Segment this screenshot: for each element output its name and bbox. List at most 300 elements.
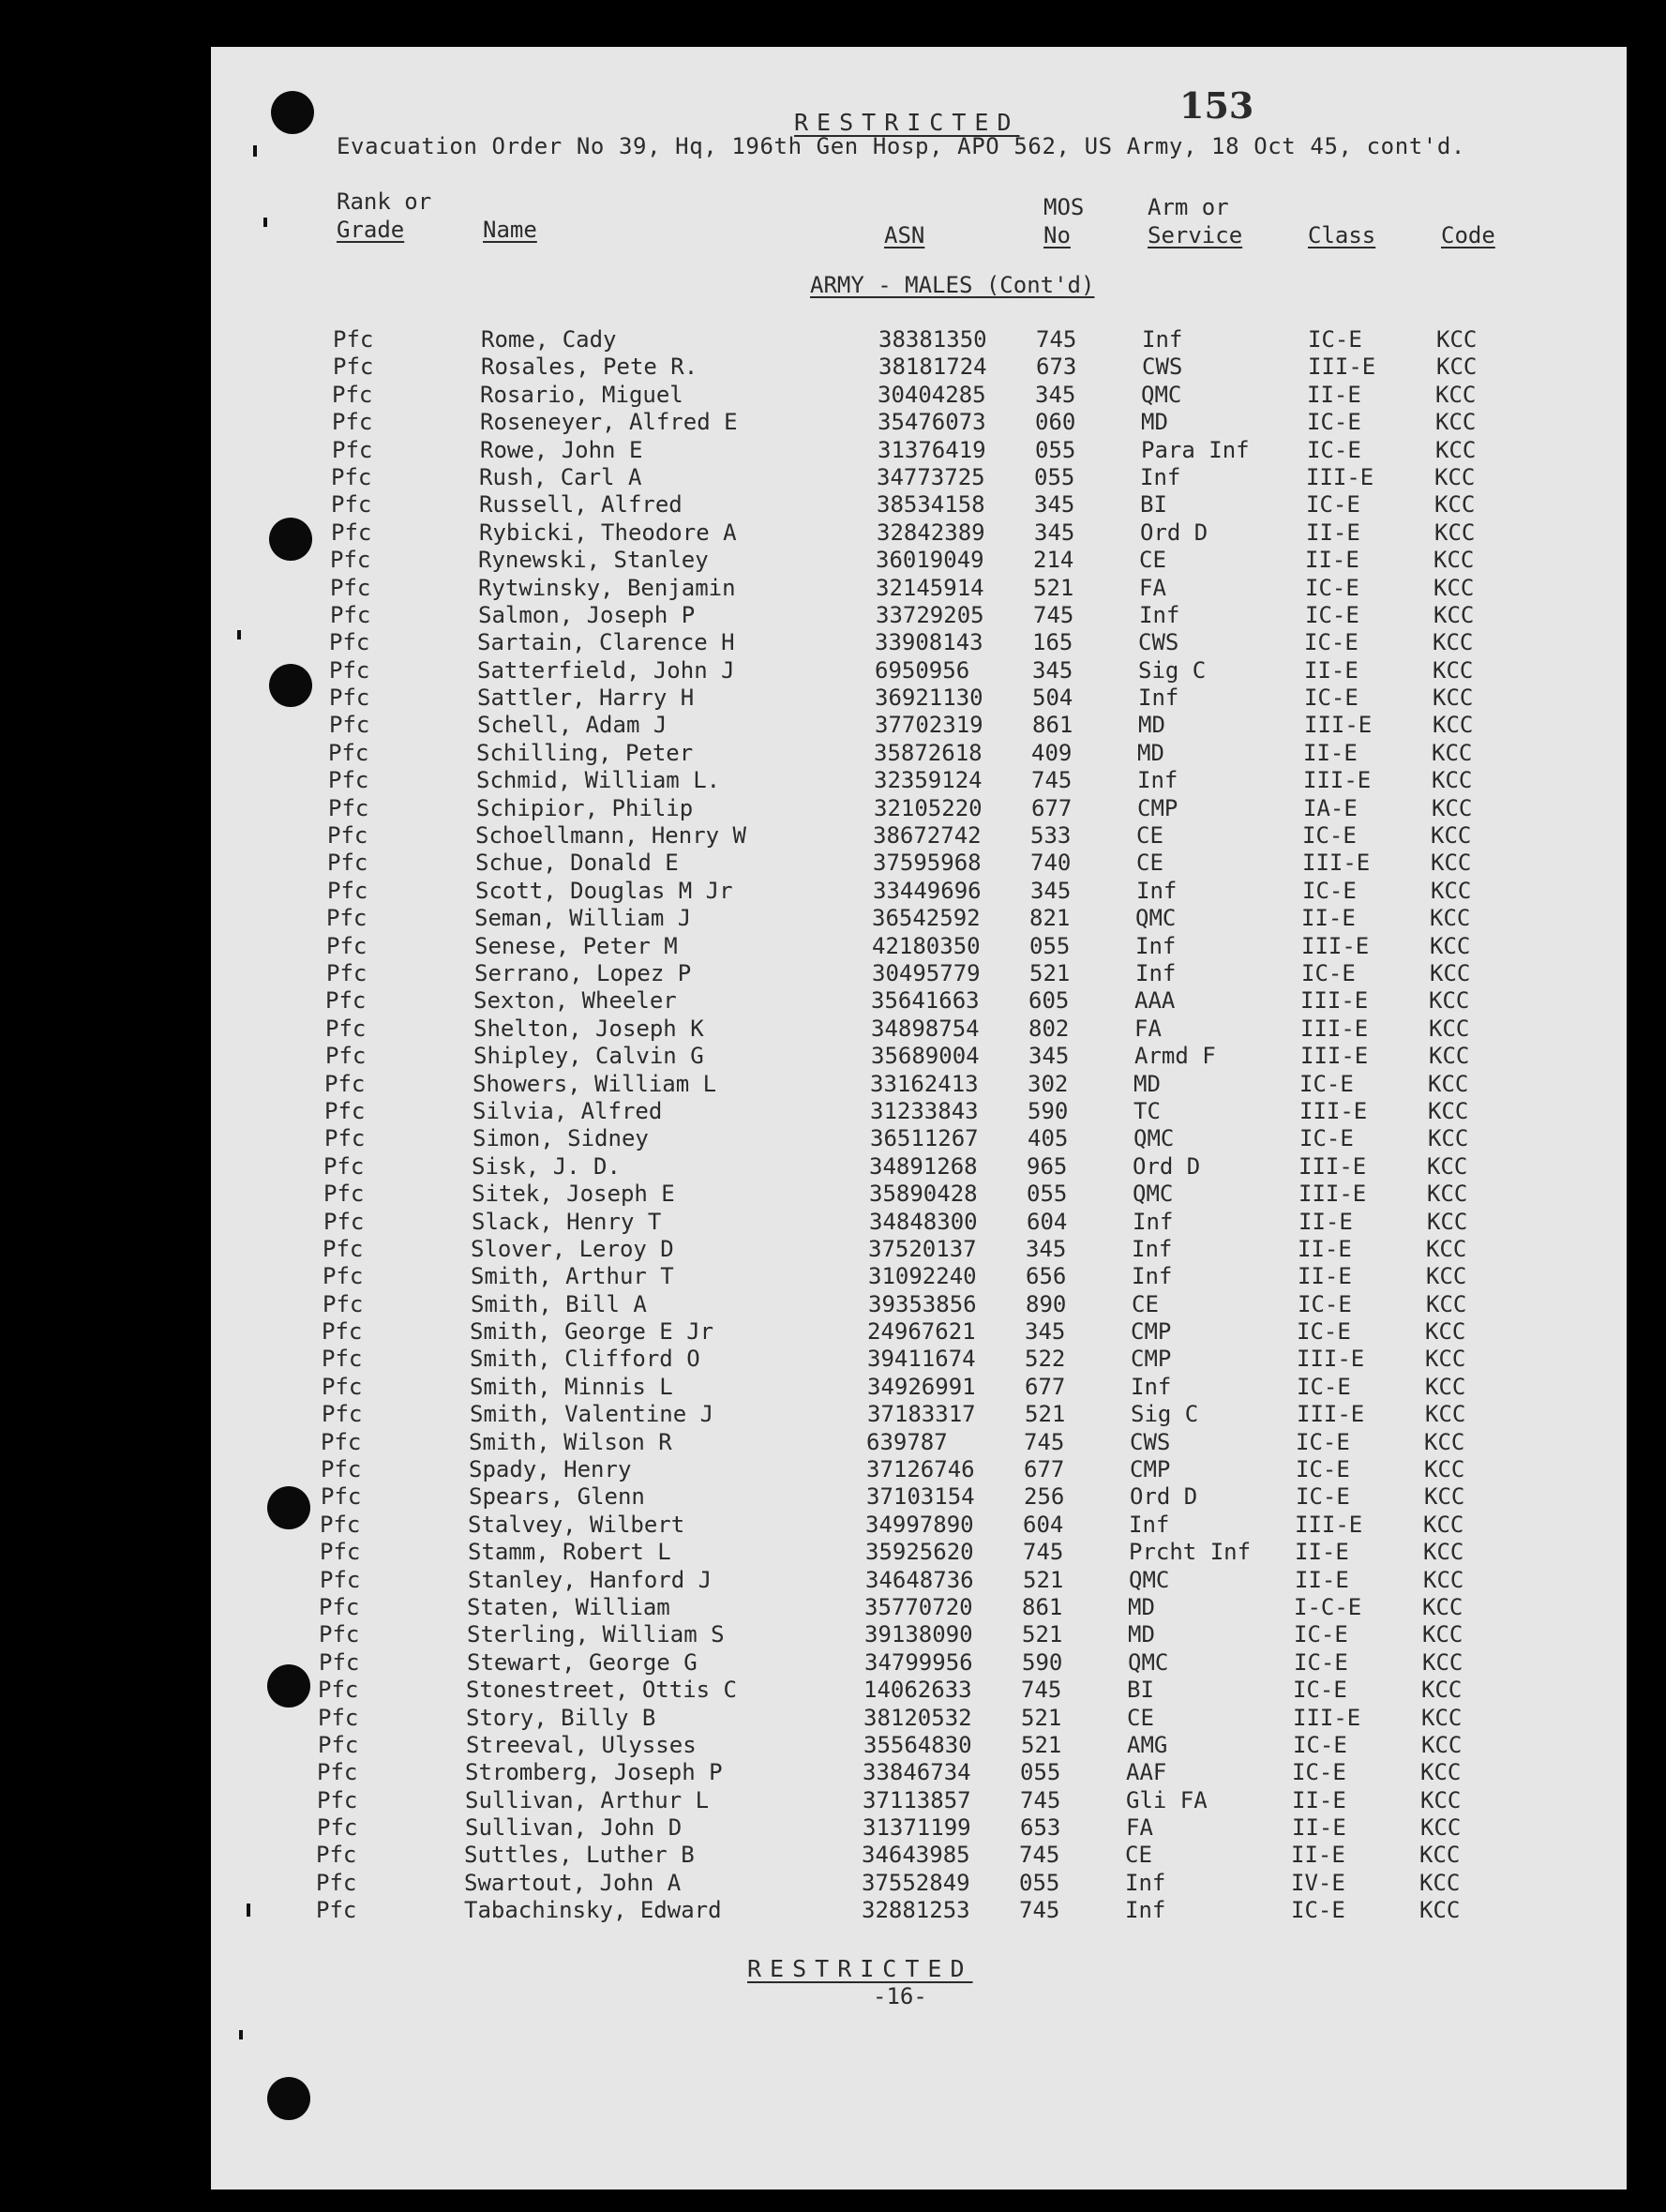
class-cell: IC-E — [1296, 1483, 1350, 1511]
class-cell: II-E — [1292, 1814, 1346, 1842]
class-cell: IC-E — [1297, 1318, 1351, 1346]
name-cell: Suttles, Luther B — [464, 1842, 695, 1869]
asn-cell: 34898754 — [871, 1015, 980, 1042]
class-cell: IC-E — [1299, 1125, 1354, 1152]
table-row — [211, 1346, 1627, 1373]
mos-cell: 060 — [1035, 409, 1076, 436]
code-cell: KCC — [1434, 463, 1476, 490]
mos-cell: 521 — [1022, 1621, 1063, 1648]
asn-cell: 33846734 — [863, 1759, 971, 1786]
name-cell: Scott, Douglas M Jr — [475, 877, 733, 904]
class-cell: IA-E — [1303, 794, 1358, 821]
name-cell: Rybicki, Theodore A — [479, 519, 737, 546]
asn-cell: 37113857 — [863, 1786, 971, 1813]
code-cell: KCC — [1428, 1070, 1469, 1097]
table-row — [211, 1263, 1627, 1290]
table-row — [211, 1483, 1627, 1511]
rank-cell: Pfc — [323, 1208, 365, 1235]
class-cell: III-E — [1308, 354, 1376, 381]
arm-service-cell: CE — [1136, 822, 1163, 850]
arm-service-cell: MD — [1128, 1593, 1155, 1620]
table-row — [211, 1732, 1627, 1759]
code-cell: KCC — [1430, 932, 1471, 959]
table-row — [211, 1649, 1627, 1677]
asn-cell: 35890428 — [869, 1181, 978, 1208]
asn-cell: 34773725 — [877, 463, 985, 490]
class-cell: IC-E — [1293, 1677, 1347, 1704]
arm-service-cell: CWS — [1138, 629, 1179, 656]
margin-mark — [253, 145, 257, 157]
asn-cell: 34648736 — [865, 1566, 974, 1593]
arm-service-cell: MD — [1128, 1621, 1155, 1648]
arm-service-cell: MD — [1137, 739, 1164, 766]
class-cell: IC-E — [1302, 877, 1357, 904]
code-cell: KCC — [1423, 1511, 1464, 1538]
footer-page-marker: -16- — [873, 1983, 927, 2009]
code-cell: KCC — [1429, 987, 1470, 1015]
arm-service-cell: Inf — [1137, 767, 1178, 794]
name-cell: Spears, Glenn — [469, 1483, 645, 1511]
rank-cell: Pfc — [331, 519, 372, 546]
name-cell: Smith, Valentine J — [470, 1401, 714, 1428]
table-row — [211, 1870, 1627, 1897]
table-row — [211, 850, 1627, 877]
class-cell: III-E — [1298, 1152, 1367, 1180]
class-cell: IC-E — [1297, 1373, 1351, 1400]
name-cell: Sisk, J. D. — [472, 1152, 621, 1180]
class-cell: II-E — [1301, 905, 1356, 932]
name-cell: Smith, Arthur T — [471, 1263, 674, 1290]
table-row — [211, 1787, 1627, 1814]
punch-hole — [267, 2077, 310, 2120]
name-cell: Roseneyer, Alfred E — [480, 409, 738, 436]
column-header-name: Name — [483, 217, 537, 243]
name-cell: Tabachinsky, Edward — [464, 1897, 722, 1924]
name-cell: Seman, William J — [474, 905, 692, 932]
class-cell: II-E — [1306, 519, 1360, 546]
code-cell: KCC — [1432, 794, 1473, 821]
table-row — [211, 1512, 1627, 1539]
code-cell: KCC — [1432, 767, 1473, 794]
name-cell: Rytwinsky, Benjamin — [478, 574, 736, 601]
asn-cell: 35564830 — [863, 1731, 972, 1758]
name-cell: Senese, Peter M — [474, 932, 678, 959]
class-cell: IC-E — [1293, 1731, 1347, 1758]
mos-cell: 656 — [1026, 1263, 1067, 1290]
code-cell: KCC — [1435, 436, 1477, 463]
table-row — [211, 354, 1627, 381]
code-cell: KCC — [1425, 1346, 1466, 1373]
punch-hole — [271, 91, 314, 134]
class-cell: III-E — [1299, 1097, 1368, 1124]
name-cell: Sullivan, Arthur L — [465, 1786, 710, 1813]
name-cell: Sartain, Clarence H — [477, 629, 735, 656]
column-header-code: Code — [1441, 222, 1495, 248]
class-cell: IC-E — [1299, 1070, 1354, 1097]
name-cell: Stewart, George G — [467, 1648, 698, 1676]
asn-cell: 37595968 — [873, 850, 982, 877]
rank-cell: Pfc — [324, 1097, 366, 1124]
class-cell: IC-E — [1302, 822, 1357, 850]
rank-cell: Pfc — [317, 1759, 358, 1786]
rank-cell: Pfc — [330, 574, 371, 601]
code-cell: KCC — [1430, 905, 1471, 932]
table-row — [211, 629, 1627, 656]
rank-cell: Pfc — [316, 1842, 357, 1869]
arm-service-cell: BI — [1140, 491, 1167, 519]
asn-cell: 36921130 — [875, 685, 983, 712]
code-cell: KCC — [1429, 1043, 1470, 1070]
name-cell: Rowe, John E — [480, 436, 643, 463]
arm-service-cell: Inf — [1135, 932, 1177, 959]
code-cell: KCC — [1419, 1842, 1461, 1869]
arm-service-cell: Inf — [1125, 1897, 1166, 1924]
arm-service-cell: Inf — [1139, 601, 1180, 628]
rank-cell: Pfc — [333, 326, 374, 353]
arm-service-cell: CMP — [1131, 1318, 1172, 1346]
code-cell: KCC — [1420, 1786, 1462, 1813]
class-cell: III-E — [1298, 1181, 1367, 1208]
rank-cell: Pfc — [320, 1511, 361, 1538]
mos-cell: 055 — [1020, 1759, 1061, 1786]
mos-cell: 802 — [1028, 1015, 1070, 1042]
code-cell: KCC — [1433, 601, 1475, 628]
rank-cell: Pfc — [332, 409, 373, 436]
class-cell: IC-E — [1292, 1759, 1346, 1786]
section-title: ARMY - MALES (Cont'd) — [810, 272, 1095, 298]
mos-cell: 745 — [1019, 1842, 1060, 1869]
code-cell: KCC — [1433, 547, 1475, 574]
name-cell: Showers, William L — [473, 1070, 717, 1097]
arm-service-cell: CE — [1136, 850, 1163, 877]
asn-cell: 34997890 — [865, 1511, 974, 1538]
code-cell: KCC — [1422, 1621, 1463, 1648]
document-page — [211, 47, 1627, 2189]
asn-cell: 39411674 — [867, 1346, 976, 1373]
rank-cell: Pfc — [323, 1290, 364, 1317]
code-cell: KCC — [1424, 1456, 1465, 1483]
asn-cell: 14062633 — [863, 1677, 972, 1704]
name-cell: Shipley, Calvin G — [473, 1043, 704, 1070]
table-row — [211, 1897, 1627, 1924]
asn-cell: 33162413 — [870, 1070, 979, 1097]
asn-cell: 36511267 — [870, 1125, 979, 1152]
name-cell: Rush, Carl A — [479, 463, 642, 490]
asn-cell: 33908143 — [875, 629, 983, 656]
asn-cell: 38181724 — [878, 354, 987, 381]
code-cell: KCC — [1432, 739, 1473, 766]
arm-service-cell: QMC — [1141, 381, 1182, 408]
asn-cell: 42180350 — [872, 932, 981, 959]
code-cell: KCC — [1425, 1401, 1466, 1428]
mos-cell: 055 — [1019, 1869, 1060, 1896]
arm-service-cell: CE — [1132, 1290, 1159, 1317]
arm-service-cell: Ord D — [1130, 1483, 1198, 1511]
mos-cell: 504 — [1032, 685, 1073, 712]
arm-service-cell: MD — [1133, 1070, 1161, 1097]
code-cell: KCC — [1430, 959, 1471, 986]
asn-cell: 35476073 — [878, 409, 986, 436]
table-row — [211, 1677, 1627, 1704]
column-header-asn: ASN — [884, 222, 925, 248]
mos-cell: 214 — [1033, 547, 1074, 574]
name-cell: Stalvey, Wilbert — [468, 1511, 685, 1538]
arm-service-cell: Sig C — [1131, 1401, 1199, 1428]
table-row — [211, 1842, 1627, 1869]
rank-cell: Pfc — [316, 1869, 357, 1896]
rank-cell: Pfc — [321, 1456, 362, 1483]
rank-cell: Pfc — [319, 1648, 360, 1676]
column-header-rank: Rank or Grade — [337, 188, 432, 243]
name-cell: Silvia, Alfred — [473, 1097, 663, 1124]
table-row — [211, 1016, 1627, 1043]
table-row — [211, 1814, 1627, 1842]
mos-cell: 521 — [1023, 1566, 1064, 1593]
table-row — [211, 1153, 1627, 1181]
arm-service-cell: CE — [1125, 1842, 1152, 1869]
name-cell: Sattler, Harry H — [477, 685, 695, 712]
rank-cell: Pfc — [322, 1373, 363, 1400]
name-cell: Serrano, Lopez P — [474, 959, 692, 986]
asn-cell: 37183317 — [867, 1401, 976, 1428]
mos-cell: 745 — [1023, 1539, 1064, 1566]
table-row — [211, 602, 1627, 629]
code-cell: KCC — [1429, 1015, 1470, 1042]
asn-cell: 37126746 — [866, 1456, 975, 1483]
name-cell: Rynewski, Stanley — [478, 547, 709, 574]
table-row — [211, 1621, 1627, 1648]
rank-cell: Pfc — [323, 1152, 365, 1180]
mos-cell: 345 — [1025, 1318, 1066, 1346]
table-row — [211, 1318, 1627, 1346]
name-cell: Streeval, Ulysses — [466, 1731, 697, 1758]
arm-service-cell: AAA — [1134, 987, 1176, 1015]
rank-cell: Pfc — [317, 1786, 358, 1813]
code-cell: KCC — [1431, 877, 1472, 904]
class-cell: III-E — [1303, 767, 1372, 794]
code-cell: KCC — [1433, 629, 1474, 656]
mos-cell: 677 — [1031, 794, 1073, 821]
class-cell: IC-E — [1308, 326, 1362, 353]
class-cell: II-E — [1305, 547, 1359, 574]
table-row — [211, 685, 1627, 712]
name-cell: Schmid, William L. — [476, 767, 721, 794]
code-cell: KCC — [1422, 1648, 1463, 1676]
arm-service-cell: Ord D — [1133, 1152, 1201, 1180]
asn-cell: 32105220 — [874, 794, 983, 821]
asn-cell: 36542592 — [872, 905, 981, 932]
rank-cell: Pfc — [331, 491, 372, 519]
asn-cell: 38120532 — [863, 1704, 972, 1731]
code-cell: KCC — [1423, 1539, 1464, 1566]
code-cell: KCC — [1436, 326, 1478, 353]
mos-cell: 055 — [1027, 1181, 1068, 1208]
table-row — [211, 1071, 1627, 1098]
class-cell: III-E — [1293, 1704, 1361, 1731]
arm-service-cell: Inf — [1129, 1511, 1170, 1538]
name-cell: Rosario, Miguel — [480, 381, 683, 408]
rank-cell: Pfc — [329, 712, 370, 739]
class-cell: I-C-E — [1294, 1593, 1362, 1620]
class-cell: IC-E — [1294, 1621, 1348, 1648]
code-cell: KCC — [1419, 1897, 1461, 1924]
roster-table — [211, 326, 1627, 1925]
code-cell: KCC — [1423, 1566, 1464, 1593]
code-cell: KCC — [1422, 1593, 1463, 1620]
arm-service-cell: FA — [1126, 1814, 1153, 1842]
class-cell: III-E — [1295, 1511, 1363, 1538]
asn-cell: 38381350 — [878, 326, 987, 353]
asn-cell: 24967621 — [867, 1318, 976, 1346]
mos-cell: 740 — [1030, 850, 1072, 877]
mos-cell: 604 — [1027, 1208, 1068, 1235]
asn-cell: 30404285 — [878, 381, 986, 408]
arm-service-cell: Ord D — [1140, 519, 1208, 546]
rank-cell: Pfc — [329, 656, 370, 684]
mos-cell: 605 — [1028, 987, 1070, 1015]
arm-service-cell: Inf — [1135, 959, 1177, 986]
name-cell: Satterfield, John J — [477, 656, 735, 684]
asn-cell: 33729205 — [876, 601, 984, 628]
order-reference: Evacuation Order No 39, Hq, 196th Gen Hosp, APO 562, US Army, 18 Oct 45, cont'd. — [337, 133, 1465, 159]
name-cell: Staten, William — [467, 1593, 670, 1620]
rank-cell: Pfc — [319, 1593, 360, 1620]
name-cell: Story, Billy B — [466, 1704, 656, 1731]
arm-service-cell: QMC — [1128, 1648, 1169, 1676]
arm-service-cell: AMG — [1127, 1731, 1168, 1758]
rank-cell: Pfc — [321, 1483, 362, 1511]
table-row — [211, 657, 1627, 685]
rank-cell: Pfc — [322, 1401, 363, 1428]
classification-footer: RESTRICTED — [747, 1955, 973, 1982]
rank-cell: Pfc — [327, 877, 368, 904]
class-cell: IC-E — [1305, 601, 1359, 628]
asn-cell: 32359124 — [874, 767, 983, 794]
arm-service-cell: Inf — [1131, 1373, 1172, 1400]
rank-cell: Pfc — [327, 850, 368, 877]
name-cell: Russell, Alfred — [479, 491, 683, 519]
arm-service-cell: AAF — [1126, 1759, 1167, 1786]
mos-cell: 256 — [1024, 1483, 1065, 1511]
rank-cell: Pfc — [322, 1318, 363, 1346]
class-cell: II-E — [1298, 1263, 1352, 1290]
rank-cell: Pfc — [329, 685, 370, 712]
class-cell: II-E — [1295, 1539, 1349, 1566]
class-cell: II-E — [1291, 1842, 1345, 1869]
class-cell: IC-E — [1305, 574, 1359, 601]
arm-service-cell: CE — [1139, 547, 1166, 574]
asn-cell: 639787 — [866, 1428, 948, 1455]
name-cell: Slover, Leroy D — [471, 1235, 674, 1262]
name-cell: Smith, George E Jr — [470, 1318, 714, 1346]
arm-service-cell: QMC — [1135, 905, 1177, 932]
mos-cell: 533 — [1030, 822, 1072, 850]
column-header-class: Class — [1308, 222, 1376, 248]
name-cell: Rome, Cady — [481, 326, 617, 353]
asn-cell: 35641663 — [871, 987, 980, 1015]
mos-cell: 677 — [1024, 1456, 1065, 1483]
asn-cell: 37702319 — [875, 712, 983, 739]
rank-cell: Pfc — [322, 1346, 363, 1373]
arm-service-cell: Para Inf — [1141, 436, 1250, 463]
page-number: 153 — [1179, 84, 1254, 127]
classification-header: RESTRICTED — [794, 109, 1020, 136]
rank-cell: Pfc — [323, 1181, 365, 1208]
mos-cell: 590 — [1022, 1648, 1063, 1676]
mos-cell: 590 — [1028, 1097, 1069, 1124]
arm-service-cell: Inf — [1125, 1869, 1166, 1896]
arm-service-cell: QMC — [1129, 1566, 1170, 1593]
rank-cell: Pfc — [320, 1566, 361, 1593]
code-cell: KCC — [1419, 1869, 1461, 1896]
mos-cell: 745 — [1033, 601, 1074, 628]
code-cell: KCC — [1420, 1814, 1462, 1842]
arm-service-cell: CMP — [1131, 1346, 1172, 1373]
class-cell: III-E — [1302, 850, 1371, 877]
mos-cell: 165 — [1032, 629, 1073, 656]
mos-cell: 302 — [1028, 1070, 1069, 1097]
rank-cell: Pfc — [330, 547, 371, 574]
rank-cell: Pfc — [326, 932, 368, 959]
asn-cell: 35872618 — [874, 739, 983, 766]
margin-mark — [263, 218, 267, 227]
mos-cell: 861 — [1022, 1593, 1063, 1620]
table-row — [211, 382, 1627, 409]
arm-service-cell: Inf — [1133, 1208, 1174, 1235]
asn-cell: 38672742 — [873, 822, 982, 850]
class-cell: II-E — [1298, 1208, 1353, 1235]
code-cell: KCC — [1433, 685, 1474, 712]
name-cell: Stromberg, Joseph P — [465, 1759, 723, 1786]
table-row — [211, 1181, 1627, 1208]
arm-service-cell: QMC — [1133, 1181, 1174, 1208]
table-row — [211, 1374, 1627, 1401]
margin-mark — [239, 2030, 243, 2039]
mos-cell: 345 — [1034, 519, 1075, 546]
table-row — [211, 795, 1627, 822]
table-row — [211, 822, 1627, 850]
mos-cell: 745 — [1036, 326, 1077, 353]
rank-cell: Pfc — [323, 1263, 364, 1290]
class-cell: III-E — [1306, 463, 1374, 490]
code-cell: KCC — [1426, 1290, 1467, 1317]
rank-cell: Pfc — [324, 1125, 366, 1152]
class-cell: IC-E — [1294, 1648, 1348, 1676]
arm-service-cell: CWS — [1142, 354, 1183, 381]
asn-cell: 31092240 — [868, 1263, 977, 1290]
class-cell: IC-E — [1296, 1428, 1350, 1455]
class-cell: III-E — [1300, 1043, 1369, 1070]
rank-cell: Pfc — [331, 463, 372, 490]
class-cell: IC-E — [1298, 1290, 1352, 1317]
mos-cell: 677 — [1025, 1373, 1066, 1400]
table-row — [211, 437, 1627, 464]
rank-cell: Pfc — [332, 381, 373, 408]
asn-cell: 37520137 — [868, 1235, 977, 1262]
class-cell: II-E — [1298, 1235, 1352, 1262]
arm-service-cell: TC — [1133, 1097, 1161, 1124]
name-cell: Stonestreet, Ottis C — [466, 1677, 737, 1704]
class-cell: II-E — [1304, 656, 1358, 684]
class-cell: IC-E — [1306, 491, 1360, 519]
asn-cell: 32145914 — [876, 574, 984, 601]
code-cell: KCC — [1433, 656, 1474, 684]
name-cell: Shelton, Joseph K — [473, 1015, 704, 1042]
table-row — [211, 575, 1627, 602]
code-cell: KCC — [1431, 850, 1472, 877]
rank-cell: Pfc — [318, 1731, 359, 1758]
mos-cell: 745 — [1019, 1897, 1060, 1924]
